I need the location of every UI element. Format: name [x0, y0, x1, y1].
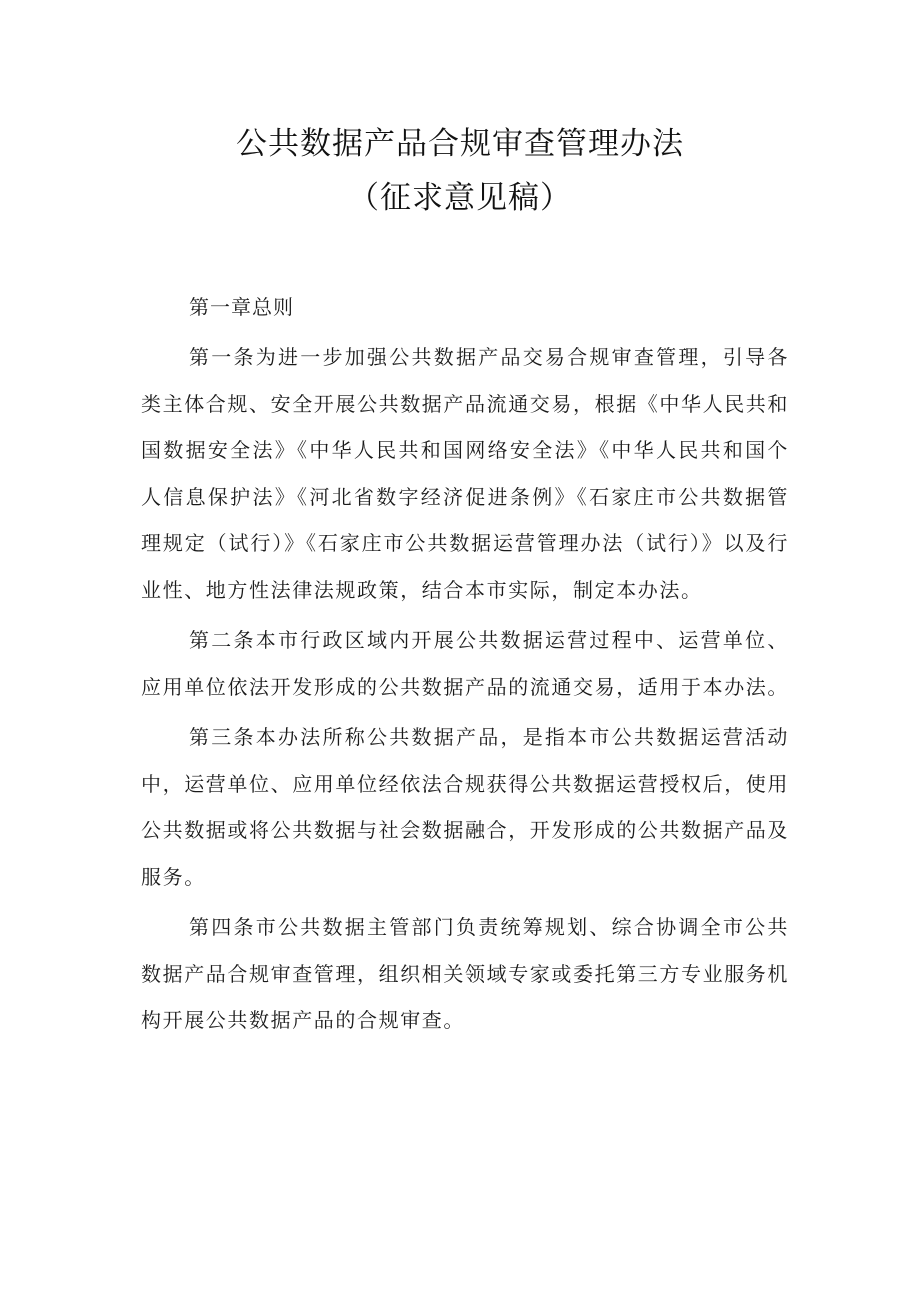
document-title: 公共数据产品合规审查管理办法 — [236, 126, 684, 162]
article-2: 第二条本市行政区域内开展公共数据运营过程中、运营单位、应用单位依法开发形成的公共数据产品的流通交易，适用于本办法。 — [141, 628, 789, 699]
chapter-heading: 第一章总则 — [189, 295, 294, 319]
article-3: 第三条本办法所称公共数据产品，是指本市公共数据运营活动中，运营单位、应用单位经依法合规获得公共数据运营授权后，使用公共数据或将公共数据与社会数据融合，开发形成的公共数据产品及服务。 — [141, 725, 789, 889]
article-4: 第四条市公共数据主管部门负责统筹规划、综合协调全市公共数据产品合规审查管理，组织相关领域专家或委托第三方专业服务机构开展公共数据产品的合规审查。 — [141, 915, 789, 1032]
article-1: 第一条为进一步加强公共数据产品交易合规审查管理，引导各类主体合规、安全开展公共数据产品流通交易，根据《中华人民共和国数据安全法》《中华人民共和国网络安全法》《中华人民共和国个人信息保护法》《河北省数字经济促进条例》《石家庄市公共数据管理规定（试行）》《石家庄市公共数据运营管理办法（试行）》以及行业性、地方性法律法规政策，结合本市实际，制定本办法。 — [141, 345, 789, 602]
document-subtitle: （征求意见稿） — [348, 180, 572, 216]
document-body — [141, 284, 789, 1048]
